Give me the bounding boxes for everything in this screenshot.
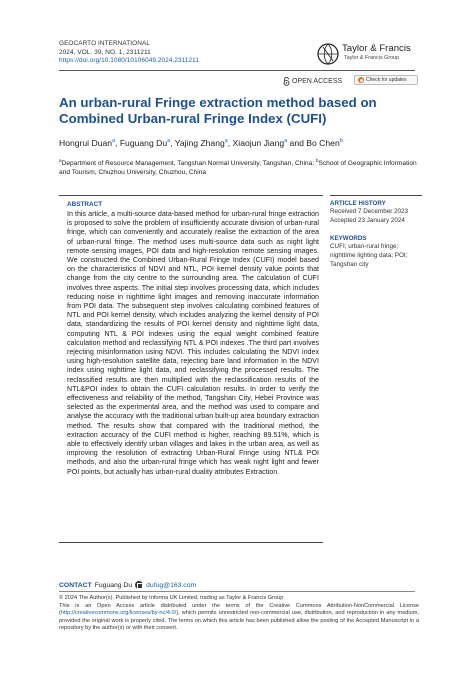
article-title: An urban-rural Fringe extraction method based on Combined Urban-rural Fringe Index (CUFI) xyxy=(59,95,377,126)
author-separator: , xyxy=(170,138,175,148)
author-list xyxy=(59,138,343,148)
abstract-section xyxy=(59,195,323,543)
publisher-group: Taylor & Francis Group xyxy=(344,55,400,61)
email-icon xyxy=(135,581,143,589)
author-affiliation-marker: a xyxy=(167,138,171,145)
crossmark-icon xyxy=(358,77,364,83)
affiliations xyxy=(59,157,419,178)
author-name[interactable]: Fuguang Du xyxy=(119,138,168,148)
author-affiliation-marker: a xyxy=(224,138,228,145)
author-affiliation-marker: a xyxy=(284,138,288,145)
affiliation-text: School of Geographic Information and Tourism, Chuzhou University, Chuzhou, China xyxy=(59,160,417,176)
affiliation-marker: b xyxy=(315,158,319,163)
license-link[interactable]: http://creativecommons.org/licenses/by-nc/4.0/ xyxy=(60,610,177,617)
check-for-updates-button[interactable] xyxy=(354,75,418,85)
author-affiliation-marker: a xyxy=(112,138,116,145)
journal-citation: 2024, VOL. 39, NO. 1, 2311211 xyxy=(59,48,151,56)
author-separator: , xyxy=(115,138,120,148)
doi-link[interactable]: https://doi.org/10.1080/10106049.2024.2311211 xyxy=(59,57,200,65)
tf-globe-logo-icon xyxy=(316,42,340,66)
open-lock-icon xyxy=(283,77,290,86)
contact-label: CONTACT xyxy=(59,581,92,589)
author-separator: , xyxy=(227,138,233,148)
copyright-notice: © 2024 The Author(s). Published by Informa UK Limited, trading as Taylor & Francis Group xyxy=(59,595,284,601)
journal-name: GEOCARTO INTERNATIONAL xyxy=(59,40,150,47)
author-name[interactable]: Yajing Zhang xyxy=(174,138,225,148)
author-name[interactable]: Xiaojun Jiang xyxy=(232,138,285,148)
keywords-heading: KEYWORDS xyxy=(330,235,367,242)
accepted-date: Accepted 23 January 2024 xyxy=(330,216,405,224)
contact-line xyxy=(59,581,196,589)
affiliation-marker: a xyxy=(59,158,62,163)
received-date: Received 7 December 2023 xyxy=(330,208,409,215)
history-heading: ARTICLE HISTORY xyxy=(330,200,386,207)
abstract-heading: ABSTRACT xyxy=(67,201,103,208)
check-updates-label: Check for updates xyxy=(366,77,407,83)
abstract-text: In this article, a multi-source data-based method for urban-rural fringe extraction is proposed to solve the problem of insufficiently accurate division of urban-rural fringe, which can conveniently and accurately realise the extraction of the area of urban-rural fringe. The method uses multi-source data such as night light remote sensing images, POI data and high-resolution remote sensing images. We constructed the Combined Urban-Rural Fringe Index (CUFI) model based on the characteristics of NDVI and NTL, POI kernel density value points that change from the city centre to the surrounding area. The calculation of CUFI involves three aspects. The initial step involves processing data, which includes reducing noise in nighttime light images and removing inaccurate information from POI data. The subsequent step involves calculating combined features of NTL and POI kernel density, which includes analyzing the kernel density of POI data, standardizing the results of POI kernel density and nighttime light data, computing NTL & POI indexes using the equal weight combined feature calculation method and reclassifying NTL & POI indexes .The third part involves rejecting misinformation using NDVI. This includes calculating the NDVI index using high-resolution satellite data, rejecting bare land information in the NDVI index using nighttime light data, and reclassifying the processed results. The reclassified results are then multiplied with the reclassification results of the NTL&POI index to obtain the CUFI calculation results. In order to verify the effectiveness and reliability of the method, Tangshan City, Hebei Province was selected as the experimental area, and the method was used to compare and analyse the accuracy with the traditional urban built-up area boundary extraction method. The results show that compared with the traditional method, the extraction accuracy of the CUFI method is higher, reaching 89.51%, which is able to effectively identify urban villages and lakes in the urban area, as well as improving the resolution of extracting Urban-Rural Fringe using NTL& POI methods, and also the urban-rural fringe which has weak night light and fewer POI points, but actually has urban-rural duality attributes Extraction. xyxy=(67,210,319,476)
author-separator: and xyxy=(287,138,307,148)
author-affiliation-marker: b xyxy=(339,138,343,145)
article-history xyxy=(330,208,422,226)
open-access-label: OPEN ACCESS xyxy=(292,78,343,85)
publisher-name: Taylor & Francis xyxy=(342,43,411,54)
history-divider xyxy=(330,195,422,196)
open-access-badge xyxy=(283,77,342,86)
publisher-logo[interactable] xyxy=(316,42,436,66)
contact-email-link[interactable]: dufug@163.com xyxy=(146,581,197,589)
contact-name: Fuguang Du xyxy=(94,581,133,589)
header-divider xyxy=(59,70,415,71)
license-notice xyxy=(59,603,419,632)
footer-divider xyxy=(59,591,415,592)
license-text-end: ), which permits unrestricted non-commercial use, distribution, and reproduction in any medium, provided the original work is properly cited. The terms on which this article has been published allow the posting of the Accepted Manuscript in a repository by the author(s) or with their consent. xyxy=(59,610,419,631)
keywords-list: CUFI; urban-rural fringe; nighttime lighting data; POI; Tangshan city xyxy=(330,243,408,268)
author-name[interactable]: Bo Chen xyxy=(306,138,340,148)
affiliation-text: Department of Resource Management, Tangshan Normal University, Tangshan, China; xyxy=(61,160,316,168)
journal-header xyxy=(59,40,199,66)
author-name[interactable]: Hongrui Duan xyxy=(59,138,113,148)
license-text-start: This is an Open Access article distributed under the terms of the Creative Commons Attribution-NonCommercial License ( xyxy=(59,603,419,617)
